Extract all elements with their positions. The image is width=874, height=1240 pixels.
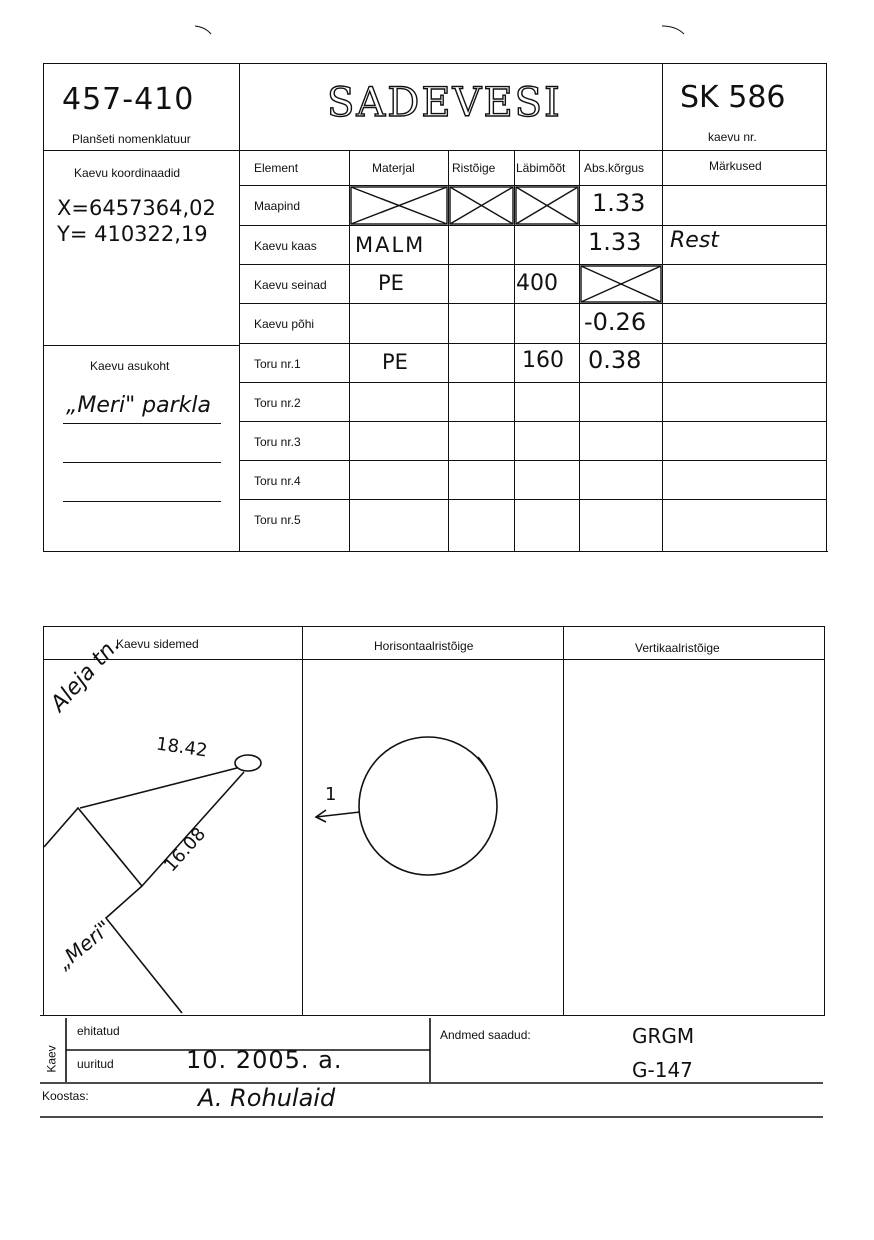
horizontal-section-label: Horisontaalristõige: [374, 639, 474, 653]
material-pipe-1: PE: [382, 350, 408, 374]
table-row-label: Maapind: [254, 198, 301, 213]
ties-sketch: [44, 755, 261, 1013]
horizontal-section-drawing: [316, 737, 497, 875]
col-header-cross-section: Ristõige: [452, 161, 496, 175]
sketch-distance-2: 16.08: [160, 823, 211, 877]
data-received-value-2: G-147: [632, 1058, 693, 1082]
abs-height-ground: 1.33: [592, 189, 646, 217]
table-row-label: Toru nr.5: [254, 512, 301, 527]
crossed-cells: [351, 187, 661, 302]
surveyed-value: 10. 2005. a.: [186, 1046, 343, 1074]
sketch-street-label: Aleja tn.: [46, 632, 126, 717]
table-row-label: Toru nr.3: [254, 434, 301, 449]
table-row-label: Toru nr.4: [254, 473, 301, 488]
col-header-notes: Märkused: [709, 159, 762, 173]
table-row-label: Kaevu põhi: [254, 316, 315, 331]
coordinate-x: X=6457364,02: [57, 196, 216, 220]
nomenclature-label: Planšeti nomenklatuur: [72, 132, 191, 146]
notes-cover: Rest: [670, 228, 719, 253]
coordinates-label: Kaevu koordinaadid: [74, 166, 181, 180]
compiled-by-value: A. Rohulaid: [198, 1084, 336, 1112]
diameter-walls: 400: [516, 271, 558, 296]
sketch-distance-1: 18.42: [154, 733, 209, 762]
pipe-number-label: 1: [325, 784, 337, 805]
table-row-label: Toru nr.2: [254, 395, 301, 410]
well-vertical-label: Kaev: [44, 1045, 59, 1073]
data-received-value-1: GRGM: [632, 1024, 695, 1048]
coordinate-y: Y= 410322,19: [57, 222, 208, 246]
page-title: SADEVESI: [327, 80, 562, 126]
built-label: ehitatud: [77, 1024, 120, 1038]
surveyed-label: uuritud: [77, 1057, 114, 1071]
well-number-value: SK 586: [680, 80, 786, 115]
vertical-section-label: Vertikaalristõige: [635, 641, 720, 655]
col-header-element: Element: [254, 161, 299, 175]
col-header-abs-height: Abs.kõrgus: [584, 161, 645, 175]
material-walls: PE: [378, 271, 404, 295]
well-number-label: kaevu nr.: [708, 130, 757, 144]
sketch-meri-label: „Meri": [52, 915, 116, 975]
col-header-material: Materjal: [372, 161, 415, 175]
abs-height-cover: 1.33: [588, 228, 642, 256]
table-row-label: Kaevu seinad: [254, 277, 327, 292]
table-row-label: Toru nr.1: [254, 356, 301, 371]
location-value: „Meri" parkla: [66, 393, 212, 418]
material-cover: MALM: [355, 233, 426, 257]
compiled-by-label: Koostas:: [42, 1089, 89, 1103]
data-received-label: Andmed saadud:: [440, 1028, 531, 1042]
location-label: Kaevu asukoht: [90, 359, 170, 373]
ties-panel-label: Kaevu sidemed: [116, 637, 199, 651]
table-row-label: Kaevu kaas: [254, 238, 317, 253]
nomenclature-value: 457-410: [62, 82, 195, 117]
corner-marks: [195, 26, 684, 34]
footer-lines: [40, 1018, 823, 1117]
col-header-diameter: Läbimõõt: [516, 161, 566, 175]
abs-height-pipe-1: 0.38: [588, 346, 642, 374]
diameter-pipe-1: 160: [522, 348, 564, 373]
abs-height-bottom: -0.26: [584, 308, 647, 336]
